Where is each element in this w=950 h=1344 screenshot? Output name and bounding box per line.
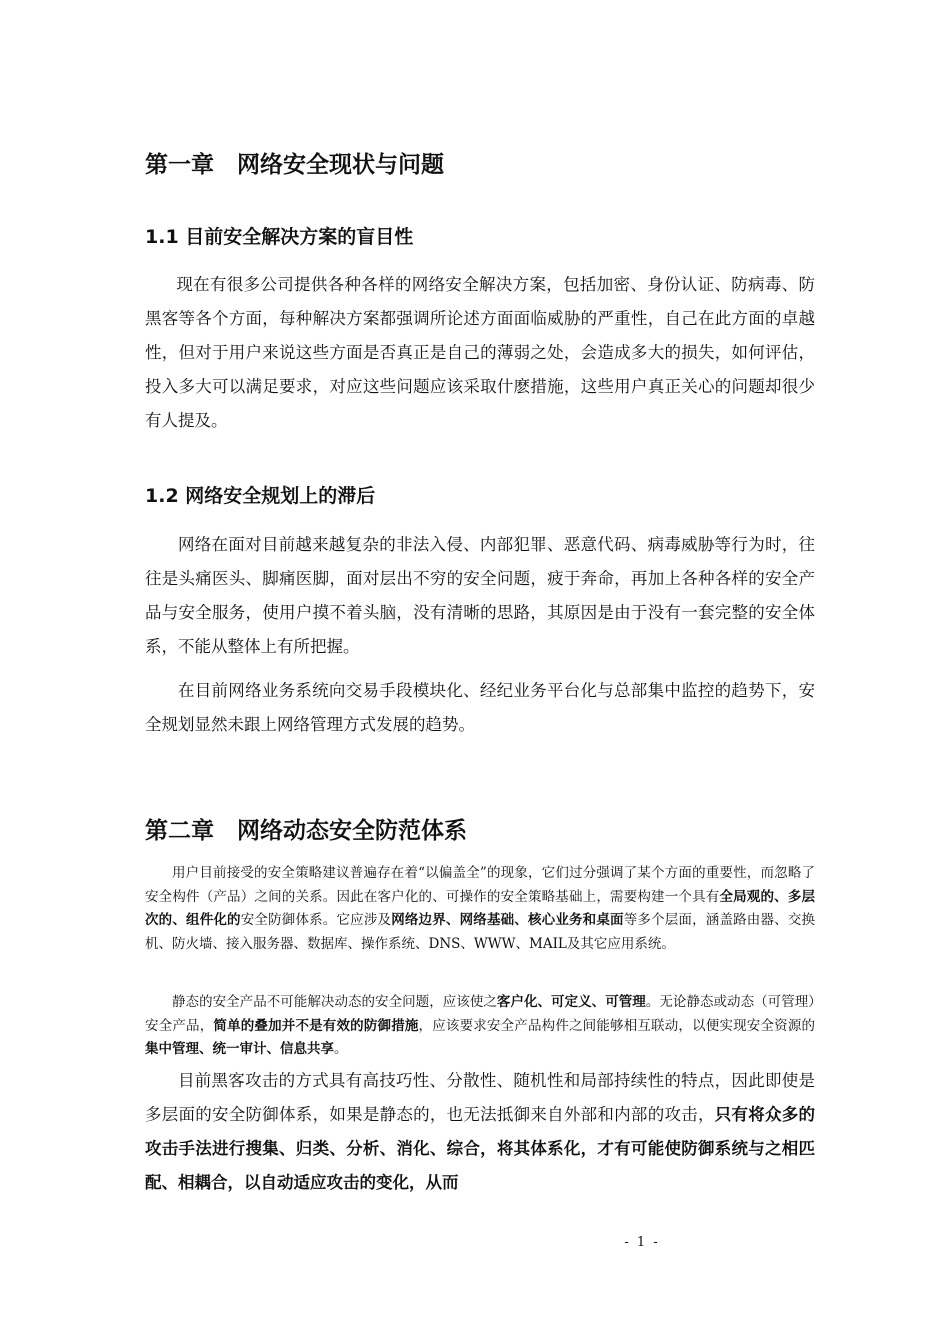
bold-run: 客户化、可定义、可管理: [496, 994, 646, 1010]
chapter-1-title: 第一章 网络安全现状与问题: [145, 152, 444, 178]
bold-run: 简单的叠加并不是有效的防御措施: [213, 1017, 419, 1034]
text-run: 等多个层面，涵盖路由器、交换机、防火墙、接入服务器、数据库、操作系统、DNS、WWW、MAIL及其它应用系统。: [145, 912, 816, 952]
chapter-2-paragraph-2: [145, 991, 815, 1062]
bold-run: 全局观的、多层次的、组件化的: [145, 888, 815, 928]
section-1-1-title: 1.1 目前安全解决方案的盲目性: [145, 226, 414, 248]
text-run: 。无论静态或动态（可管理）安全产品，: [145, 994, 816, 1034]
section-1-1-paragraph: 现在有很多公司提供各种各样的网络安全解决方案，包括加密、身份认证、防病毒、防黑客等各个方面，每种解决方案都强调所论述方面面临威胁的严重性，自己在此方面的卓越性，但对于用户来说这些方面是否真正是自己的薄弱之处，会造成多大的损失，如何评估，投入多大可以满足要求，对应这些问题应该采取什麽措施，这些用户真正关心的问题却很少有人提及。: [145, 275, 815, 430]
text-run: 目前黑客攻击的方式具有高技巧性、分散性、随机性和局部持续性的特点，因此即使是多层面的安全防御体系，如果是静态的，也无法抵御来自外部和内部的攻击，: [145, 1071, 815, 1124]
text-run: ，应该要求安全产品构件之间能够相互联动，以便实现安全资源的: [418, 1017, 816, 1034]
text-run: 用户目前接受的安全策略建议普遍存在着“以偏盖全”的现象，它们过分强调了某个方面的重要性，而忽略了安全构件（产品）之间的关系。因此在客户化的、可操作的安全策略基础上，需要构建一个具有: [145, 865, 815, 905]
text-run: 。: [334, 1041, 348, 1057]
section-1-2-paragraph-1: 网络在面对目前越来越复杂的非法入侵、内部犯罪、恶意代码、病毒威胁等行为时，往往是头痛医头、脚痛医脚，面对层出不穷的安全问题，疲于奔命，再加上各种各样的安全产品与安全服务，使用户摸不着头脑，没有清晰的思路，其原因是由于没有一套完整的安全体系，不能从整体上有所把握。: [145, 535, 815, 656]
section-1-2-paragraph-2: 在目前网络业务系统向交易手段模块化、经纪业务平台化与总部集中监控的趋势下，安全规划显然未跟上网络管理方式发展的趋势。: [145, 681, 815, 734]
bold-run: 网络边界、网络基础、核心业务和桌面: [391, 912, 624, 928]
text-run: 安全防御体系。它应涉及: [240, 912, 392, 928]
bold-run: 集中管理、统一审计、信息共享: [145, 1041, 334, 1057]
chapter-2-paragraph-3: [145, 1064, 815, 1200]
page-number: - 1 -: [624, 1235, 660, 1250]
section-1-2-title: 1.2 网络安全规划上的滞后: [145, 485, 376, 507]
chapter-2-title: 第二章 网络动态安全防范体系: [145, 818, 467, 844]
chapter-2-paragraph-1: [145, 862, 815, 956]
text-run: 静态的安全产品不可能解决动态的安全问题，应该使之: [172, 994, 497, 1010]
bold-run: 只有将众多的攻击手法进行搜集、归类、分析、消化、综合，将其体系化，才有可能使防御系统与之相匹配、相耦合，以自动适应攻击的变化，从而: [145, 1105, 816, 1192]
